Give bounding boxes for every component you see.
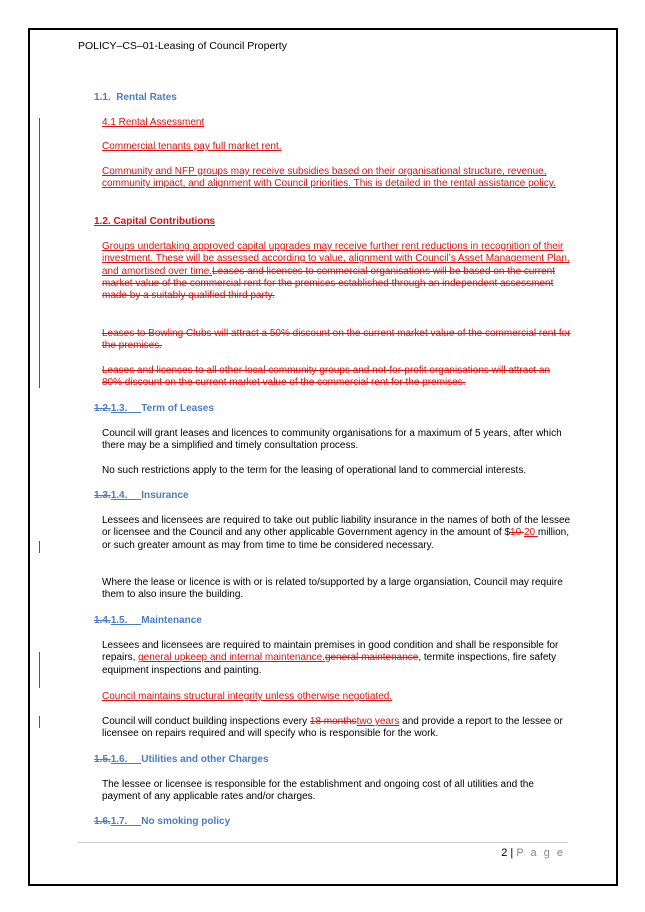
section-heading-rental-rates: 1.1. Rental Rates bbox=[94, 92, 177, 103]
section-heading-utilities: 1.5.1.6. Utilities and other Charges bbox=[94, 754, 269, 765]
paragraph: Lessees and licensees are required to take out public liability insurance in the names of both of the lessee or licensee and the Council and any other applicable Government agency in the amount of $10 20 million, or such greater amount as may from time to time be considered necessary. bbox=[102, 515, 571, 551]
document-header: POLICY–CS–01-Leasing of Council Property bbox=[78, 40, 287, 52]
section-heading-no-smoking: 1.6.1.7. No smoking policy bbox=[94, 816, 231, 827]
capital-paragraph: Groups undertaking approved capital upgrades may receive further rent reductions in recognition of their investment. These will be assessed according to value, alignment with Council’s Asset Management Plan, and amortised over time.Leases and licences to commercial organisations will be based on the current market value of the commercial rent for the premises established through an independent assessment made by a suitably qualified third party. bbox=[102, 241, 570, 302]
change-bar bbox=[39, 541, 40, 553]
section-heading-term-of-leases: 1.2.1.3. Term of Leases bbox=[94, 403, 214, 414]
change-bar bbox=[39, 716, 40, 728]
footer-divider bbox=[78, 842, 568, 843]
paragraph: Council will grant leases and licences to community organisations for a maximum of 5 years, after which there may be a simplified and timely consultation process. bbox=[102, 428, 562, 452]
page-number: 2 | P a g e bbox=[501, 847, 565, 859]
paragraph: Where the lease or licence is with or is related to/supported by a large organsiation, Council may require them to also insure the building. bbox=[102, 577, 563, 601]
deleted-paragraph: Leases and licences to all other local community groups and not-for-profit organisations will attract an 80% discount on the current market value of the commercial rent for the premises. bbox=[102, 365, 551, 389]
inserted-paragraph: Council maintains structural integrity unless otherwise negotiated. bbox=[102, 691, 393, 702]
paragraph: Council will conduct building inspections every 18 monthstwo years and provide a report to the lessee or licensee on repairs required and will specify who is responsible for the work. bbox=[102, 716, 563, 740]
section-heading-maintenance: 1.4.1.5. Maintenance bbox=[94, 615, 202, 626]
deleted-paragraph: Leases to Bowling Clubs will attract a 50% discount on the current market value of the commercial rent for the premises. bbox=[102, 328, 571, 352]
paragraph: No such restrictions apply to the term for the leasing of operational land to commercial interests. bbox=[102, 465, 527, 476]
section-heading-insurance: 1.3.1.4. Insurance bbox=[94, 490, 189, 501]
paragraph: Lessees and licensees are required to maintain premises in good condition and shall be responsible for repairs, general upkeep and internal maintenance.general maintenance, termite inspections, fire safety equipment inspections and painting. bbox=[102, 640, 559, 676]
paragraph: The lessee or licensee is responsible for the establishment and ongoing cost of all utilities and the payment of any applicable rates and/or charges. bbox=[102, 779, 534, 803]
inserted-paragraph: Community and NFP groups may receive subsidies based on their organisational structure, revenue, community impact, and alignment with Council priorities. This is detailed in the rental assistance policy. bbox=[102, 166, 556, 190]
change-bar bbox=[39, 118, 40, 388]
inserted-heading: 4.1 Rental Assessment bbox=[102, 117, 205, 128]
section-heading-capital-contributions: 1.2. Capital Contributions bbox=[94, 216, 216, 227]
inserted-paragraph: Commercial tenants pay full market rent. bbox=[102, 141, 282, 152]
change-bar bbox=[39, 652, 40, 688]
